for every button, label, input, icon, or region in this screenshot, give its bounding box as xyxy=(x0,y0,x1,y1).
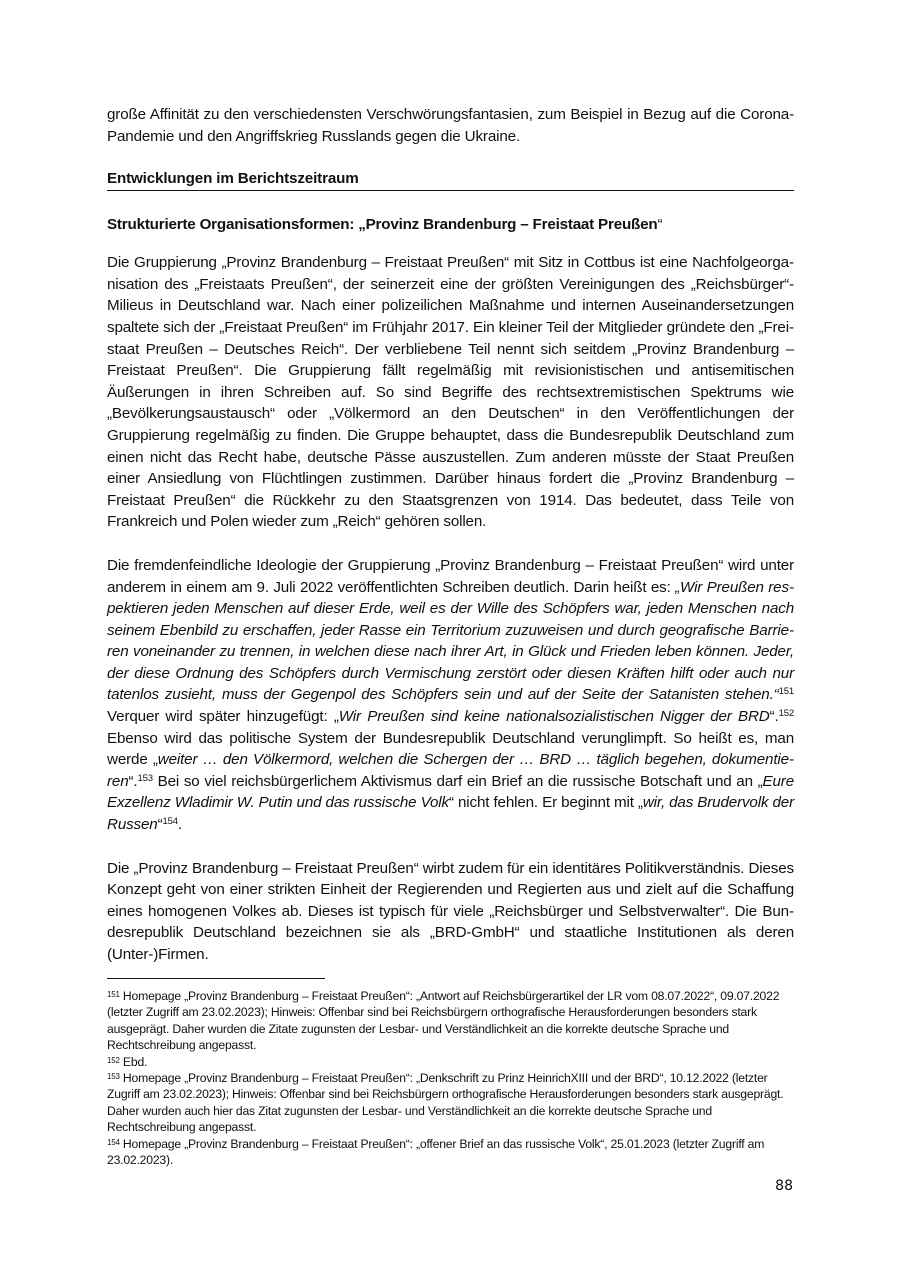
page-body xyxy=(107,104,794,988)
text-run: . xyxy=(177,816,183,834)
intro-paragraph: große Affinität zu den verschiedensten Verschwörungsfantasien, zum Beispiel in Bezug auf die Corona-Pandemie und den Angriffskrieg Russlands gegen die Ukraine. xyxy=(107,106,794,145)
text-run: “. xyxy=(769,708,779,726)
footnotes xyxy=(107,988,794,1168)
footnote-number: 154 xyxy=(107,1137,120,1147)
footnote-text: Homepage „Provinz Brandenburg – Freistaat Preußen“: „Denkschrift zu Prinz HeinrichXIII und der BRD“, 10.12.2022 (letzter Zugriff am 23.02.2023); Hinweis: Offenbar sind bei Reichsbürgern orthografische Herausforderungen besonders stark ausgeprägt. Daher wurden auch hier das Zitat zugunsten der Lesbar- und Verständlichkeit an die korrekte deutsche Sprache und Rechtschreibung angepasst. xyxy=(107,1071,784,1135)
text-run: “ xyxy=(157,816,163,834)
footnote-number: 153 xyxy=(107,1072,120,1082)
footnote xyxy=(107,988,794,1054)
sub-heading-close-quote: “ xyxy=(657,216,663,234)
footnote xyxy=(107,1136,794,1169)
text-run: Ebenso wird das politische System der Bundesrepublik Deutschland verunglimpft. So heißt es, man werde „ xyxy=(107,729,794,769)
text-run: Bei so viel reichsbürgerlichem Aktivismus darf ein Brief an die russische Botschaft und an „ xyxy=(152,772,763,790)
footnote-number: 152 xyxy=(107,1055,120,1065)
footnote xyxy=(107,1070,794,1136)
text-run: Die fremdenfeindliche Ideologie der Gruppierung „Provinz Brandenburg – Freistaat Preußen“ wird unter anderem in einem am 9. Juli 2022 veröffentlichten Schreiben deutlich. Darin heißt es: xyxy=(107,556,794,596)
footnote-ref[interactable]: 152 xyxy=(778,708,794,720)
quote-run: „Wir Preußen respektieren jeden Menschen auf dieser Erde, weil es der Wille des Schöpfers war, jeden Menschen nach seinem Ebenbild zu erschaffen, jeder Rasse ein Territorium zuzuweisen und durch geografische Barrieren voneinander zu trennen, in welchen diese nach ihrer Art, in Glück und Frieden leben können. Jeder, der diese Ordnung des Schöpfers durch Vermischung zerstört oder diesen Kräften hilft oder auch nur tatenlos zusieht, muss der Gegenpol des Schöpfers sein und auf der Seite der Satanisten stehen.“ xyxy=(107,578,794,704)
paragraph-1: Die Gruppierung „Provinz Brandenburg – Freistaat Preußen“ mit Sitz in Cottbus ist eine Nachfolgeorganisation des „Freistaats Preußen“, der seinerzeit eine der größten Vereinigungen des „Reichsbürger“-Milieus in Deutschland war. Nach einer polizeilichen Maßnahme und internen Auseinandersetzungen spaltete sich der „Freistaat Preußen“ im Frühjahr 2017. Ein kleiner Teil der Mitglieder gründete den „Freistaat Preußen – Deutsches Reich“. Der verbliebene Teil nennt sich seitdem „Provinz Brandenburg – Freistaat Preußen“. Die Gruppierung fällt regelmäßig mit revisionistischen und antisemitischen Äußerungen in ihren Schreiben auf. So sind Begriffe des rechtsextremistischen Spektrums wie „Bevölkerungsaustausch“ oder „Völkermord an den Deutschen“ in den Veröffentlichungen der Gruppierung regelmäßig zu finden. Die Gruppe behauptet, dass die Bundesrepublik Deutschland zum einen nicht das Recht habe, deutsche Pässe auszustellen. Zum anderen müsste der Staat Preußen einer Ansiedlung von Flüchtlingen zustimmen. Darüber hinaus fordert die „Provinz Brandenburg – Freistaat Preußen“ die Rückkehr zu den Staatsgrenzen von 1914. Das bedeutet, dass Teile von Frankreich und Polen wieder zum „Reich“ gehören sollen. xyxy=(107,254,794,531)
text-run: Verquer wird später hinzugefügt: „ xyxy=(107,708,339,726)
text-run: “. xyxy=(128,772,138,790)
sub-heading-text: Strukturierte Organisationsformen: „Provinz Brandenburg – Freistaat Preußen xyxy=(107,216,658,234)
footnote-ref[interactable]: 151 xyxy=(778,686,794,698)
quote-run: Wir Preußen sind keine nationalsozialistischen Nigger der BRD xyxy=(338,708,770,726)
sub-heading xyxy=(107,215,794,235)
footnote-number: 151 xyxy=(107,990,120,999)
footnote-ref[interactable]: 153 xyxy=(137,772,153,784)
quote-run: Eure Exzellenz Wladimir W. Putin und das russische Volk xyxy=(107,772,794,812)
section-heading: Entwicklungen im Berichtszeitraum xyxy=(107,169,794,191)
quote-run: weiter … den Völkermord, welchen die Schergen der … BRD … täglich begehen, dokumentieren xyxy=(107,751,794,790)
paragraph-3: Die „Provinz Brandenburg – Freistaat Preußen“ wirbt zudem für ein identitäres Politikverständnis. Dieses Konzept geht von einer strikten Einheit der Regierenden und Regierten aus und zielt auf die Schaffung eines homogenen Volkes ab. Dieses ist typisch für viele „Reichsbürger und Selbstverwalter“. Die Bundesrepublik Deutschland bezeichnen sie als „BRD-GmbH“ und staatliche Institutionen als deren (Unter-)Firmen. xyxy=(107,859,794,963)
footnote-separator xyxy=(107,978,325,979)
page-number: 88 xyxy=(775,1178,793,1194)
footnote-ref[interactable]: 154 xyxy=(162,816,178,828)
footnote-text: Ebd. xyxy=(119,1054,148,1069)
paragraph-2 xyxy=(107,555,794,836)
quote-run: wir, das Brudervolk der Russen xyxy=(107,794,795,834)
footnote-text: Homepage „Provinz Brandenburg – Freistaat Preußen“: „Antwort auf Reichsbürgerartikel der LR vom 08.07.2022“, 09.07.2022 (letzter Zugriff am 23.02.2023); Hinweis: Offenbar sind bei Reichsbürgern orthografische Herausforderungen besonders stark ausgeprägt. Daher wurden die Zitate zugunsten der Lesbar- und Verständlichkeit an die korrekte deutsche Sprache und Rechtschreibung angepasst. xyxy=(107,989,780,1053)
text-run: “ nicht fehlen. Er beginnt mit „ xyxy=(448,794,643,812)
footnote-text: Homepage „Provinz Brandenburg – Freistaat Preußen“: „offener Brief an das russische Volk“, 25.01.2023 (letzter Zugriff am 23.02.2023). xyxy=(107,1136,765,1168)
footnote xyxy=(107,1054,794,1070)
